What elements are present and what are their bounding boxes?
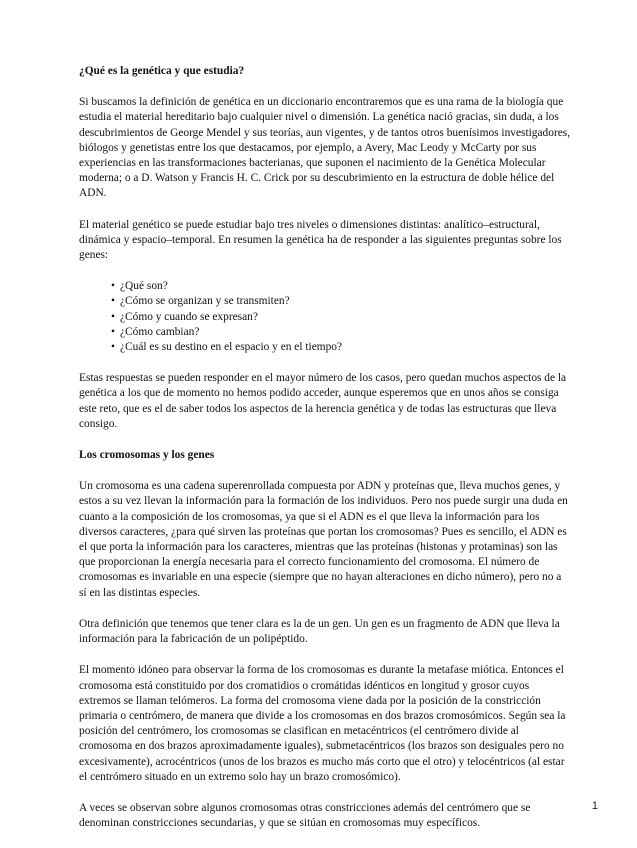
bullet-icon: •	[111, 280, 115, 293]
document-page	[79, 64, 571, 847]
paragraph-definition: Si buscamos la definición de genética en un diccionario encontraremos que es una rama de la biología que estudia el material hereditario bajo cualquier nivel o dimensión. La genética nació gracias, sin duda, a los descubrimientos de George Mendel y sus teorías, aun vigentes, y de tantos otros buenísimos investigadores, biólogos y genetistas entre los que destacamos, por ejemplo, a Avery, Mac Leody y McCarty por sus experiencias en las transformaciones bacterianas, que suponen el nacimiento de la Genética Molecular moderna; o a D. Watson y Francis H. C. Crick por su descubrimiento en la estructura de doble hélice del ADN.	[79, 96, 571, 200]
list-item	[111, 294, 571, 309]
list-item	[111, 279, 571, 294]
paragraph-chromosome-definition: Un cromosoma es una cadena superenrollada compuesta por ADN y proteínas que, lleva muchos genes, y estos a su vez llevan la información para la formación de los individuos. Pero nos puede surgir una duda en cuanto a la composición de los cromosomas, ya que si el ADN es el que lleva la información para los diversos caracteres, ¿para qué sirven las proteínas que portan los cromosomas? Pues es sencillo, el ADN es el que porta la información para los caracteres, mientras que las proteínas (histonas y protaminas) son las que proporcionan la energía necesaria para el correcto funcionamiento del cromosoma. El número de cromosomas es invariable en una especie (siempre que no hayan alteraciones en dicho número), pero no a sí en las distintas especies.	[79, 480, 568, 599]
list-item-text: ¿Cómo se organizan y se transmiten?	[120, 295, 290, 308]
paragraph-answers: Estas respuestas se pueden responder en el mayor número de los casos, pero quedan muchos aspectos de la genética a los que de momento no hemos podido acceder, aunque esperemos que en unos años se consiga este reto, que es el de saber todos los aspectos de la herencia genética y de todas las estructuras que lleva consigo.	[79, 372, 567, 430]
bullet-icon: •	[111, 310, 115, 323]
bullet-icon: •	[111, 341, 115, 354]
paragraph-gene-definition: Otra definición que tenemos que tener clara es la de un gen. Un gen es un fragmento de ADN que lleva la información para la fabricación de un polipéptido.	[79, 617, 560, 646]
bullet-icon: •	[111, 325, 115, 338]
list-item	[111, 325, 571, 340]
paragraph-levels: El material genético se puede estudiar bajo tres niveles o dimensiones distintas: analítico–estructural, dinámica y espacio–temporal. En resumen la genética ha de responder a las siguientes preguntas sobre los genes:	[79, 218, 562, 262]
list-item-text: ¿Cómo cambian?	[120, 325, 200, 338]
list-item	[111, 310, 571, 325]
page-number: 1	[591, 800, 598, 812]
list-item	[111, 340, 571, 355]
heading-chromosomes: Los cromosomas y los genes	[79, 449, 215, 462]
heading-genetics: ¿Qué es la genética y que estudia?	[79, 65, 245, 77]
paragraph-metaphase: El momento idóneo para observar la forma de los cromosomas es durante la metafase miótica. Entonces el cromosoma está constituido por dos cromatidios o cromátidas idénticos en longitud y grosor cuyos extremos se llaman telómeros. La forma del cromosoma viene dada por la posición de la constricción primaria o centrómero, de manera que divide a los cromosomas en dos brazos cromosómicos. Según sea la posición del centrómero, los cromosomas se clasifican en metacéntricos (el centrómero divide al cromosoma en dos brazos aproximadamente iguales), submetacéntricos (los brazos son desiguales pero no excesivamente), acrocéntricos (unos de los brazos es mucho más corto que el otro) y telocéntricos (al estar el centrómero situado en un extremo solo hay un brazo cromosómico).	[79, 664, 566, 783]
list-item-text: ¿Qué son?	[120, 280, 168, 293]
list-item-text: ¿Cuál es su destino en el espacio y en el tiempo?	[120, 341, 343, 354]
bullet-icon: •	[111, 295, 115, 308]
paragraph-secondary-constrictions: A veces se observan sobre algunos cromosomas otras constricciones además del centrómero que se denominan constricciones secundarias, y que se sitúan en cromosomas muy específicos.	[79, 801, 531, 830]
list-item-text: ¿Cómo y cuando se expresan?	[120, 310, 258, 323]
questions-list	[79, 279, 571, 355]
